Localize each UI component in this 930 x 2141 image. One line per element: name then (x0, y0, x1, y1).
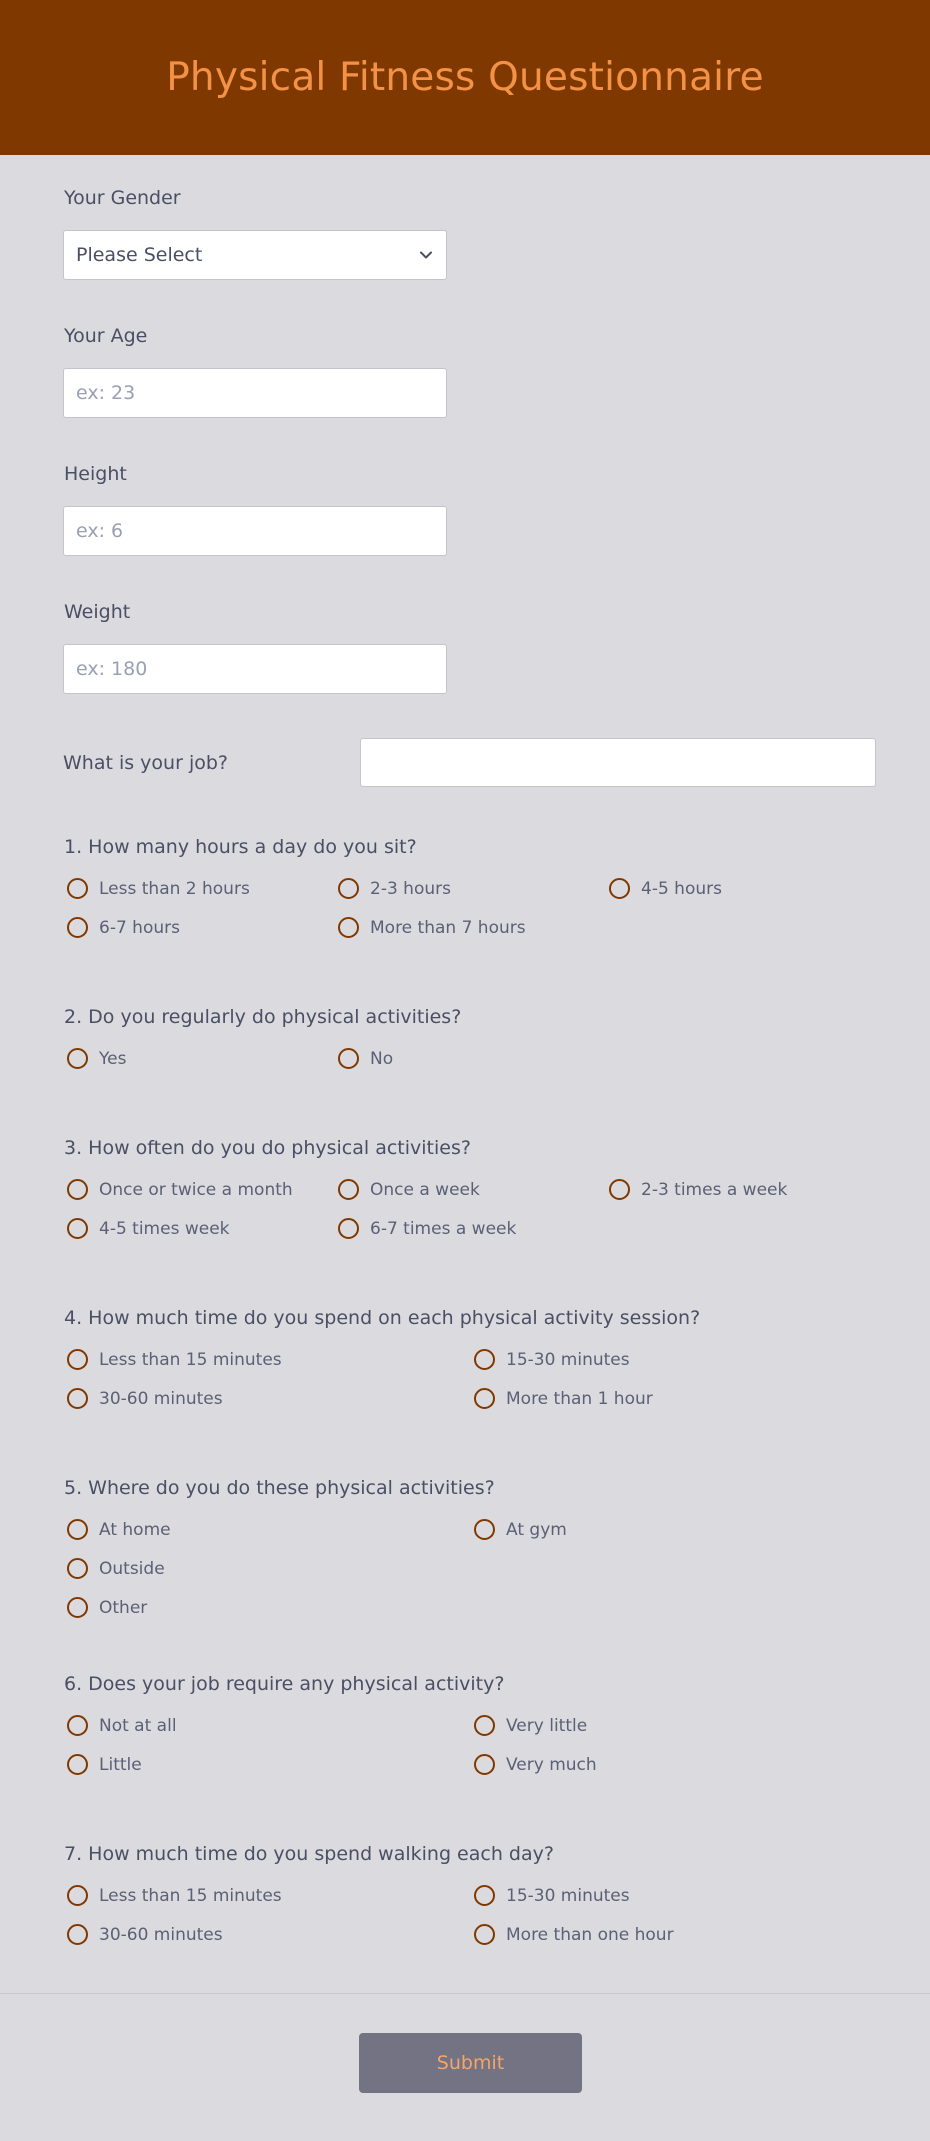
radio-icon[interactable] (67, 1218, 88, 1239)
radio-icon[interactable] (67, 1924, 88, 1945)
q3-option-4-5-times-week[interactable]: 4-5 times week (67, 1218, 230, 1239)
gender-label: Your Gender (64, 187, 181, 209)
question-2-text: 2. Do you regularly do physical activities? (64, 1006, 462, 1028)
q7-option-less-than-15-minutes[interactable]: Less than 15 minutes (67, 1885, 282, 1906)
radio-icon[interactable] (67, 1349, 88, 1370)
radio-icon[interactable] (474, 1715, 495, 1736)
q4-option-30-60-minutes[interactable]: 30-60 minutes (67, 1388, 223, 1409)
q3-option-2-3-times-a-week[interactable]: 2-3 times a week (609, 1179, 787, 1200)
q6-option-little[interactable]: Little (67, 1754, 142, 1775)
radio-icon[interactable] (474, 1885, 495, 1906)
q7-option-15-30-minutes[interactable]: 15-30 minutes (474, 1885, 630, 1906)
job-label: What is your job? (63, 752, 228, 774)
question-6-text: 6. Does your job require any physical activity? (64, 1673, 505, 1695)
form-header (0, 0, 930, 155)
radio-icon[interactable] (67, 1885, 88, 1906)
radio-icon[interactable] (338, 1179, 359, 1200)
height-label: Height (64, 463, 127, 485)
q1-option-more-than-7-hours[interactable]: More than 7 hours (338, 917, 526, 938)
radio-icon[interactable] (338, 1218, 359, 1239)
radio-icon[interactable] (67, 1519, 88, 1540)
radio-icon[interactable] (67, 1558, 88, 1579)
radio-icon[interactable] (338, 1048, 359, 1069)
q4-option-more-than-1-hour[interactable]: More than 1 hour (474, 1388, 653, 1409)
question-7-text: 7. How much time do you spend walking each day? (64, 1843, 554, 1865)
height-input[interactable] (63, 506, 447, 556)
q2-option-yes[interactable]: Yes (67, 1048, 126, 1069)
q6-option-not-at-all[interactable]: Not at all (67, 1715, 177, 1736)
question-5-text: 5. Where do you do these physical activities? (64, 1477, 495, 1499)
q7-option-more-than-one-hour[interactable]: More than one hour (474, 1924, 674, 1945)
q3-option-6-7-times-a-week[interactable]: 6-7 times a week (338, 1218, 516, 1239)
radio-icon[interactable] (67, 1754, 88, 1775)
question-4-text: 4. How much time do you spend on each physical activity session? (64, 1307, 701, 1329)
gender-select[interactable] (63, 230, 447, 280)
job-input[interactable] (360, 738, 876, 787)
radio-icon[interactable] (609, 878, 630, 899)
q2-option-no[interactable]: No (338, 1048, 393, 1069)
radio-icon[interactable] (67, 878, 88, 899)
question-1-text: 1. How many hours a day do you sit? (64, 836, 417, 858)
radio-icon[interactable] (338, 878, 359, 899)
q1-option-less-than-2-hours[interactable]: Less than 2 hours (67, 878, 250, 899)
radio-icon[interactable] (474, 1754, 495, 1775)
radio-icon[interactable] (474, 1519, 495, 1540)
gender-selected-value: Please Select (76, 244, 203, 266)
radio-icon[interactable] (609, 1179, 630, 1200)
radio-icon[interactable] (67, 1388, 88, 1409)
radio-icon[interactable] (67, 1048, 88, 1069)
radio-icon[interactable] (474, 1349, 495, 1370)
q1-option-6-7-hours[interactable]: 6-7 hours (67, 917, 180, 938)
q3-option-once-or-twice-a-month[interactable]: Once or twice a month (67, 1179, 293, 1200)
weight-input[interactable] (63, 644, 447, 694)
q5-option-other[interactable]: Other (67, 1597, 147, 1618)
weight-label: Weight (64, 601, 131, 623)
q5-option-outside[interactable]: Outside (67, 1558, 165, 1579)
submit-button[interactable]: Submit (359, 2033, 582, 2093)
q5-option-at-gym[interactable]: At gym (474, 1519, 567, 1540)
radio-icon[interactable] (338, 917, 359, 938)
q6-option-very-little[interactable]: Very little (474, 1715, 587, 1736)
radio-icon[interactable] (474, 1924, 495, 1945)
q1-option-2-3-hours[interactable]: 2-3 hours (338, 878, 451, 899)
form-title: Physical Fitness Questionnaire (166, 55, 764, 100)
age-input[interactable] (63, 368, 447, 418)
radio-icon[interactable] (67, 1715, 88, 1736)
q1-option-4-5-hours[interactable]: 4-5 hours (609, 878, 722, 899)
age-label: Your Age (64, 325, 148, 347)
radio-icon[interactable] (67, 1597, 88, 1618)
question-3-text: 3. How often do you do physical activities? (64, 1137, 471, 1159)
q6-option-very-much[interactable]: Very much (474, 1754, 597, 1775)
q5-option-at-home[interactable]: At home (67, 1519, 171, 1540)
q4-option-less-than-15-minutes[interactable]: Less than 15 minutes (67, 1349, 282, 1370)
q3-option-once-a-week[interactable]: Once a week (338, 1179, 480, 1200)
q7-option-30-60-minutes[interactable]: 30-60 minutes (67, 1924, 223, 1945)
radio-icon[interactable] (67, 917, 88, 938)
chevron-down-icon (418, 247, 434, 263)
radio-icon[interactable] (67, 1179, 88, 1200)
q4-option-15-30-minutes[interactable]: 15-30 minutes (474, 1349, 630, 1370)
footer-divider (0, 1993, 930, 1994)
radio-icon[interactable] (474, 1388, 495, 1409)
